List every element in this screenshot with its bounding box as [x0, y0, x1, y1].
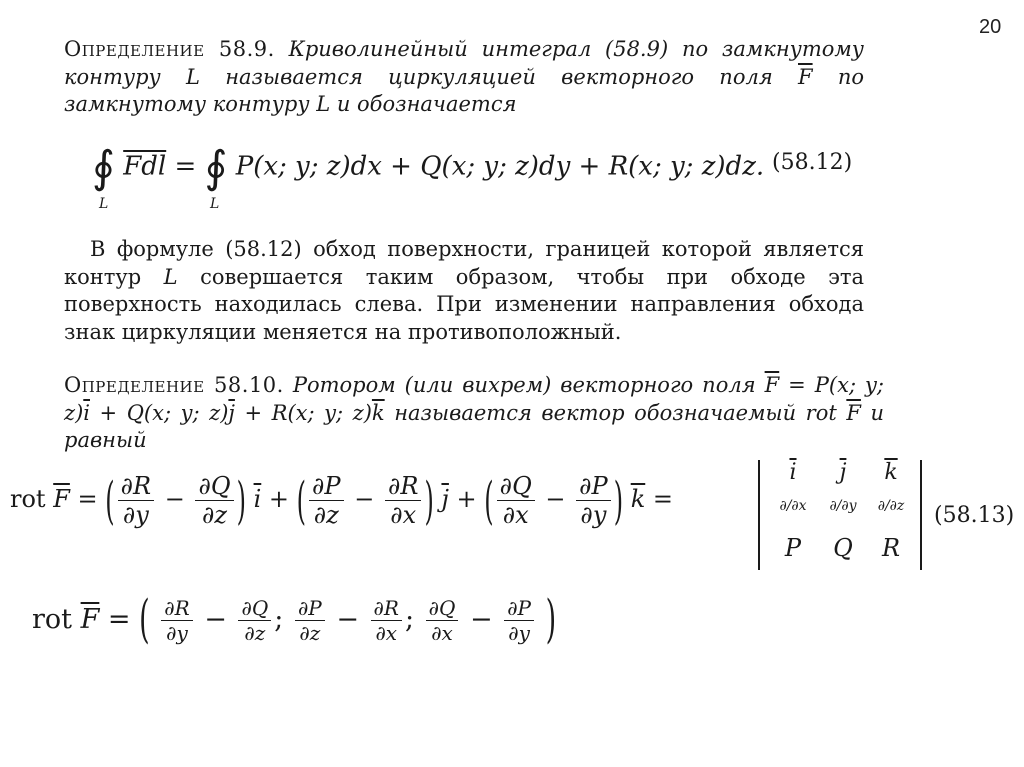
- contour-label-1: L: [99, 196, 109, 212]
- formula-58-13: rot $\overline{F}$ = ( $\frac{\partial R}{\partial y}$ − $\frac{\partial Q}{\partial z}$ ) $\overline{i}$ + ( $\frac{\partial P}{\partial z}$ − $\frac{\partial R}{\partial x}$ ) $\overline{j}$ + ( $\frac{\partial Q}{\partial x}$ − $\frac{\partial P}{\partial y}$ ) $\overline{k}$ =: [10, 471, 673, 530]
- determinant: $\overline{i}$ $\overline{j}$ $\overline{k}$ ∂/∂x ∂/∂y ∂/∂z P Q R: [758, 460, 928, 570]
- lhs-integrand: $\overline{Fdl}$: [123, 151, 167, 182]
- definition-text: Криволинейный интеграл (58.9) по замкнутому контуру L называется циркуляцией векторного поля $\overline{F}$ по замкнутому контуру L и обозначается: [64, 37, 864, 116]
- contour-label-2: L: [210, 196, 220, 212]
- equation-tag-58-13: (58.13): [934, 503, 1015, 528]
- formula-rot-vector: rot $\overline{F}$ = ( $\frac{\partial R}{\partial y}$ − $\frac{\partial Q}{\partial z}$ ; $\frac{\partial P}{\partial z}$ − $\frac{\partial R}{\partial x}$ ; $\frac{\partial Q}{\partial x}$ − $\frac{\partial P}{\partial y}$ ): [32, 591, 557, 650]
- remark-paragraph: В формуле (58.12) обход поверхности, границей которой является контур L совершается таким образом, чтобы при обходе эта поверхность находилась слева. При изменении направления обхода знак циркуляции меняется на противоположный.: [64, 237, 864, 344]
- definition-heading: Определение 58.10.: [64, 373, 284, 397]
- definition-heading: Определение 58.9.: [64, 37, 275, 61]
- definition-58-10: [64, 372, 884, 455]
- rhs-integrand: P(x; y; z)dx + Q(x; y; z)dy + R(x; y; z)dz.: [235, 151, 765, 182]
- formula-58-12: ∮ $\overline{Fdl}$ = ∮ P(x; y; z)dx + Q(x; y; z)dy + R(x; y; z)dz.: [92, 142, 765, 193]
- definition-58-9: [64, 36, 864, 119]
- definition-text: Ротором (или вихрем) векторного поля $\overline{F} = P(x$; y; $z)\overline{i} + Q(x$; y; $z)\overline{j} + R(x$; y; $z)\overline{k}$ называется вектор обозначаемый rot $\overline{F}$ и равный: [64, 373, 884, 452]
- page-number: 20: [979, 16, 1002, 38]
- equation-tag-58-12: (58.12): [772, 150, 853, 175]
